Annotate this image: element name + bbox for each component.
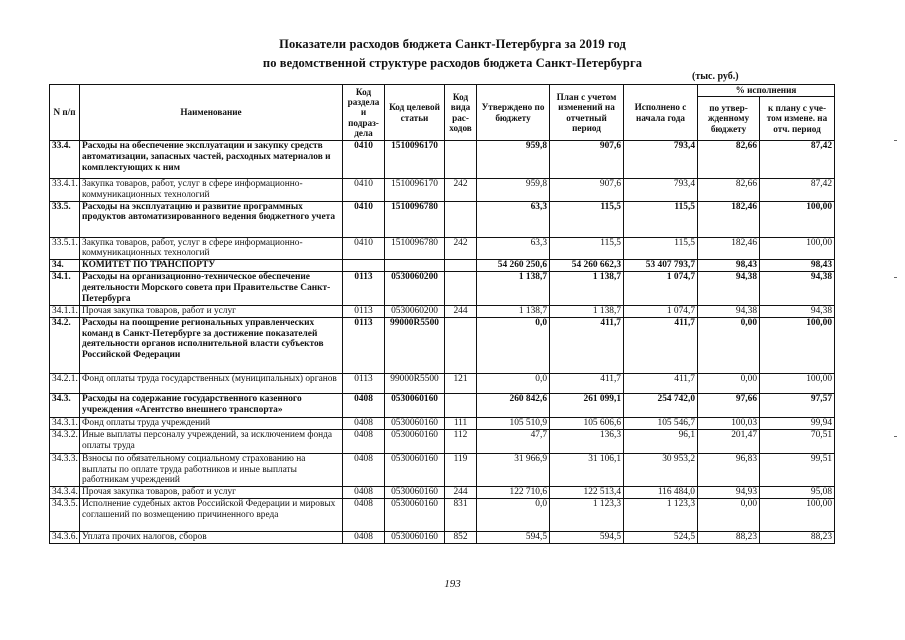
cell-pct-plan: 95,08: [760, 487, 835, 499]
table-row: [50, 260, 835, 272]
cell-name: Расходы на поощрение региональных управленческих команд в Санкт-Петербурге за достижение показателей деятельности органов исполнительной власти субъектов Российской Федерации: [80, 317, 343, 373]
cell-name: Фонд оплаты труда государственных (муниципальных) органов: [80, 373, 343, 393]
cell-executed: 1 074,7: [624, 305, 698, 317]
cell-pct-budget: 0,00: [698, 317, 760, 373]
col-header-executed: Исполнено с начала года: [624, 85, 698, 141]
cell-vr: [445, 201, 477, 237]
cell-razdel: 0113: [343, 305, 385, 317]
cell-plan: 115,5: [550, 201, 624, 237]
cell-num: 34.3.1.: [50, 417, 80, 429]
cell-name: Расходы на обеспечение эксплуатации и закупку средств автоматизации, запасных частей, расходных материалов и комплектующих к ним: [80, 141, 343, 179]
cell-cs: 1510096170: [385, 141, 445, 179]
table-row: [50, 429, 835, 453]
cell-razdel: 0113: [343, 272, 385, 305]
cell-cs: 99000R5500: [385, 373, 445, 393]
cell-approved: 122 710,6: [477, 487, 550, 499]
col-header-vr: Код вида рас-ходов: [445, 85, 477, 141]
cell-num: 34.3.: [50, 393, 80, 417]
cell-num: 33.5.: [50, 201, 80, 237]
cell-pct-plan: 87,42: [760, 141, 835, 179]
scan-edge-mark: [894, 277, 897, 278]
cell-razdel: 0408: [343, 453, 385, 486]
cell-razdel: 0408: [343, 417, 385, 429]
cell-cs: 0530060160: [385, 532, 445, 544]
cell-approved: 1 138,7: [477, 272, 550, 305]
scan-edge-mark: [894, 436, 897, 437]
table-row: [50, 237, 835, 260]
cell-pct-budget: 94,93: [698, 487, 760, 499]
cell-cs: 0530060160: [385, 487, 445, 499]
cell-name: Расходы на организационно-техническое обеспечение деятельности Морского совета при Правительстве Санкт-Петербурга: [80, 272, 343, 305]
cell-razdel: 0408: [343, 429, 385, 453]
cell-name: Расходы на эксплуатацию и развитие программных продуктов автоматизированного ведения бюджетного учета: [80, 201, 343, 237]
col-header-name: Наименование: [80, 85, 343, 141]
cell-name: Взносы по обязательному социальному страхованию на выплаты по оплате труда работников и иные выплаты работникам учреждений: [80, 453, 343, 486]
table-row: [50, 317, 835, 373]
cell-pct-budget: 82,66: [698, 179, 760, 202]
cell-approved: 594,5: [477, 532, 550, 544]
cell-razdel: 0410: [343, 237, 385, 260]
cell-vr: 831: [445, 499, 477, 532]
cell-pct-budget: 98,43: [698, 260, 760, 272]
cell-plan: 1 138,7: [550, 305, 624, 317]
cell-pct-budget: 97,66: [698, 393, 760, 417]
cell-plan: 1 138,7: [550, 272, 624, 305]
cell-approved: 105 510,9: [477, 417, 550, 429]
cell-num: 33.4.: [50, 141, 80, 179]
cell-vr: 112: [445, 429, 477, 453]
cell-pct-budget: 182,46: [698, 201, 760, 237]
cell-executed: 53 407 793,7: [624, 260, 698, 272]
page-number: 193: [444, 578, 461, 590]
cell-executed: 96,1: [624, 429, 698, 453]
cell-executed: 411,7: [624, 373, 698, 393]
cell-pct-plan: 100,00: [760, 237, 835, 260]
cell-cs: 0530060160: [385, 499, 445, 532]
cell-razdel: 0408: [343, 532, 385, 544]
cell-plan: 907,6: [550, 179, 624, 202]
col-header-cs: Код целевой статьи: [385, 85, 445, 141]
cell-executed: 793,4: [624, 141, 698, 179]
table-row: [50, 453, 835, 486]
budget-table: [49, 84, 835, 544]
cell-pct-budget: 94,38: [698, 305, 760, 317]
cell-cs: 0530060200: [385, 305, 445, 317]
cell-name: Иные выплаты персоналу учреждений, за исключением фонда оплаты труда: [80, 429, 343, 453]
cell-razdel: 0408: [343, 393, 385, 417]
cell-pct-plan: 94,38: [760, 305, 835, 317]
table-row: [50, 272, 835, 305]
cell-cs: 0530060160: [385, 393, 445, 417]
cell-cs: 99000R5500: [385, 317, 445, 373]
cell-plan: 594,5: [550, 532, 624, 544]
table-row: [50, 179, 835, 202]
cell-num: 34.2.1.: [50, 373, 80, 393]
cell-approved: 47,7: [477, 429, 550, 453]
cell-pct-budget: 82,66: [698, 141, 760, 179]
cell-pct-plan: 97,57: [760, 393, 835, 417]
table-row: [50, 532, 835, 544]
cell-vr: 244: [445, 487, 477, 499]
cell-pct-budget: 96,83: [698, 453, 760, 486]
cell-plan: 1 123,3: [550, 499, 624, 532]
cell-razdel: 0410: [343, 141, 385, 179]
cell-razdel: 0113: [343, 373, 385, 393]
cell-name: Закупка товаров, работ, услуг в сфере информационно-коммуникационных технологий: [80, 179, 343, 202]
table-row: [50, 499, 835, 532]
cell-approved: 0,0: [477, 373, 550, 393]
cell-plan: 907,6: [550, 141, 624, 179]
cell-cs: 1510096170: [385, 179, 445, 202]
cell-pct-budget: 100,03: [698, 417, 760, 429]
cell-razdel: 0410: [343, 201, 385, 237]
cell-num: 33.4.1.: [50, 179, 80, 202]
cell-approved: 63,3: [477, 237, 550, 260]
table-row: [50, 201, 835, 237]
col-header-approved: Утверждено по бюджету: [477, 85, 550, 141]
table-row: [50, 305, 835, 317]
cell-plan: 54 260 662,3: [550, 260, 624, 272]
cell-pct-plan: 88,23: [760, 532, 835, 544]
col-header-num: N п/п: [50, 85, 80, 141]
cell-pct-plan: 99,51: [760, 453, 835, 486]
cell-approved: 0,0: [477, 317, 550, 373]
cell-name: КОМИТЕТ ПО ТРАНСПОРТУ: [80, 260, 343, 272]
cell-executed: 793,4: [624, 179, 698, 202]
table-row: [50, 487, 835, 499]
table-row: [50, 141, 835, 179]
cell-plan: 122 513,4: [550, 487, 624, 499]
cell-pct-plan: 100,00: [760, 499, 835, 532]
cell-cs: 0530060160: [385, 417, 445, 429]
cell-approved: 959,8: [477, 141, 550, 179]
cell-num: 33.5.1.: [50, 237, 80, 260]
cell-vr: [445, 272, 477, 305]
cell-approved: 31 966,9: [477, 453, 550, 486]
report-title: Показатели расходов бюджета Санкт-Петербурга за 2019 год: [279, 37, 626, 51]
cell-razdel: 0408: [343, 499, 385, 532]
cell-plan: 105 606,6: [550, 417, 624, 429]
col-header-pct-budget: по утвер-жденному бюджету: [698, 97, 760, 141]
col-header-razdel: Код раздела и подраз-дела: [343, 85, 385, 141]
cell-cs: 1510096780: [385, 201, 445, 237]
cell-num: 34.3.4.: [50, 487, 80, 499]
cell-vr: [445, 141, 477, 179]
cell-executed: 115,5: [624, 237, 698, 260]
cell-approved: 0,0: [477, 499, 550, 532]
cell-pct-plan: 99,94: [760, 417, 835, 429]
cell-pct-plan: 98,43: [760, 260, 835, 272]
cell-pct-plan: 100,00: [760, 201, 835, 237]
cell-plan: 261 099,1: [550, 393, 624, 417]
cell-executed: 411,7: [624, 317, 698, 373]
cell-name: Закупка товаров, работ, услуг в сфере информационно-коммуникационных технологий: [80, 237, 343, 260]
cell-executed: 116 484,0: [624, 487, 698, 499]
cell-pct-plan: 87,42: [760, 179, 835, 202]
cell-plan: 411,7: [550, 317, 624, 373]
cell-plan: 136,3: [550, 429, 624, 453]
cell-num: 34.: [50, 260, 80, 272]
cell-plan: 115,5: [550, 237, 624, 260]
cell-pct-budget: 94,38: [698, 272, 760, 305]
scan-edge-mark: [894, 140, 897, 141]
cell-approved: 260 842,6: [477, 393, 550, 417]
col-header-plan: План с учетом изменений на отчетный период: [550, 85, 624, 141]
cell-num: 34.1.: [50, 272, 80, 305]
cell-executed: 524,5: [624, 532, 698, 544]
cell-name: Уплата прочих налогов, сборов: [80, 532, 343, 544]
cell-vr: 244: [445, 305, 477, 317]
cell-pct-plan: 100,00: [760, 317, 835, 373]
cell-cs: [385, 260, 445, 272]
cell-cs: 1510096780: [385, 237, 445, 260]
cell-cs: 0530060160: [385, 453, 445, 486]
table-body: [50, 141, 835, 544]
cell-vr: [445, 260, 477, 272]
cell-approved: 959,8: [477, 179, 550, 202]
col-header-pct-plan: к плану с уче-том измене. на отч. период: [760, 97, 835, 141]
cell-num: 34.3.3.: [50, 453, 80, 486]
table-row: [50, 417, 835, 429]
cell-num: 34.2.: [50, 317, 80, 373]
cell-vr: 121: [445, 373, 477, 393]
cell-executed: 105 546,7: [624, 417, 698, 429]
cell-pct-budget: 182,46: [698, 237, 760, 260]
cell-pct-budget: 88,23: [698, 532, 760, 544]
cell-pct-plan: 100,00: [760, 373, 835, 393]
cell-name: Фонд оплаты труда учреждений: [80, 417, 343, 429]
cell-vr: 852: [445, 532, 477, 544]
table-row: [50, 393, 835, 417]
units-label: (тыс. руб.): [692, 71, 739, 82]
report-subtitle: по ведомственной структуре расходов бюджета Санкт-Петербурга: [262, 56, 643, 70]
cell-pct-budget: 201,47: [698, 429, 760, 453]
cell-approved: 1 138,7: [477, 305, 550, 317]
cell-executed: 115,5: [624, 201, 698, 237]
cell-cs: 0530060200: [385, 272, 445, 305]
cell-plan: 31 106,1: [550, 453, 624, 486]
cell-approved: 63,3: [477, 201, 550, 237]
cell-pct-plan: 70,51: [760, 429, 835, 453]
cell-pct-budget: 0,00: [698, 499, 760, 532]
cell-num: 34.3.6.: [50, 532, 80, 544]
cell-executed: 1 074,7: [624, 272, 698, 305]
cell-razdel: 0410: [343, 179, 385, 202]
cell-pct-budget: 0,00: [698, 373, 760, 393]
cell-plan: 411,7: [550, 373, 624, 393]
cell-vr: 242: [445, 179, 477, 202]
cell-vr: 111: [445, 417, 477, 429]
cell-vr: 119: [445, 453, 477, 486]
cell-num: 34.1.1.: [50, 305, 80, 317]
cell-name: Исполнение судебных актов Российской Федерации и мировых соглашений по возмещению причиненного вреда: [80, 499, 343, 532]
cell-vr: 242: [445, 237, 477, 260]
cell-approved: 54 260 250,6: [477, 260, 550, 272]
cell-vr: [445, 317, 477, 373]
cell-pct-plan: 94,38: [760, 272, 835, 305]
cell-razdel: [343, 260, 385, 272]
cell-executed: 254 742,0: [624, 393, 698, 417]
col-header-pct-group: % исполнения: [698, 85, 835, 97]
cell-razdel: 0113: [343, 317, 385, 373]
cell-razdel: 0408: [343, 487, 385, 499]
cell-cs: 0530060160: [385, 429, 445, 453]
cell-vr: [445, 393, 477, 417]
cell-name: Расходы на содержание государственного казенного учреждения «Агентство внешнего транспорта»: [80, 393, 343, 417]
table-row: [50, 373, 835, 393]
cell-num: 34.3.2.: [50, 429, 80, 453]
cell-executed: 30 953,2: [624, 453, 698, 486]
cell-name: Прочая закупка товаров, работ и услуг: [80, 305, 343, 317]
cell-name: Прочая закупка товаров, работ и услуг: [80, 487, 343, 499]
cell-num: 34.3.5.: [50, 499, 80, 532]
cell-executed: 1 123,3: [624, 499, 698, 532]
